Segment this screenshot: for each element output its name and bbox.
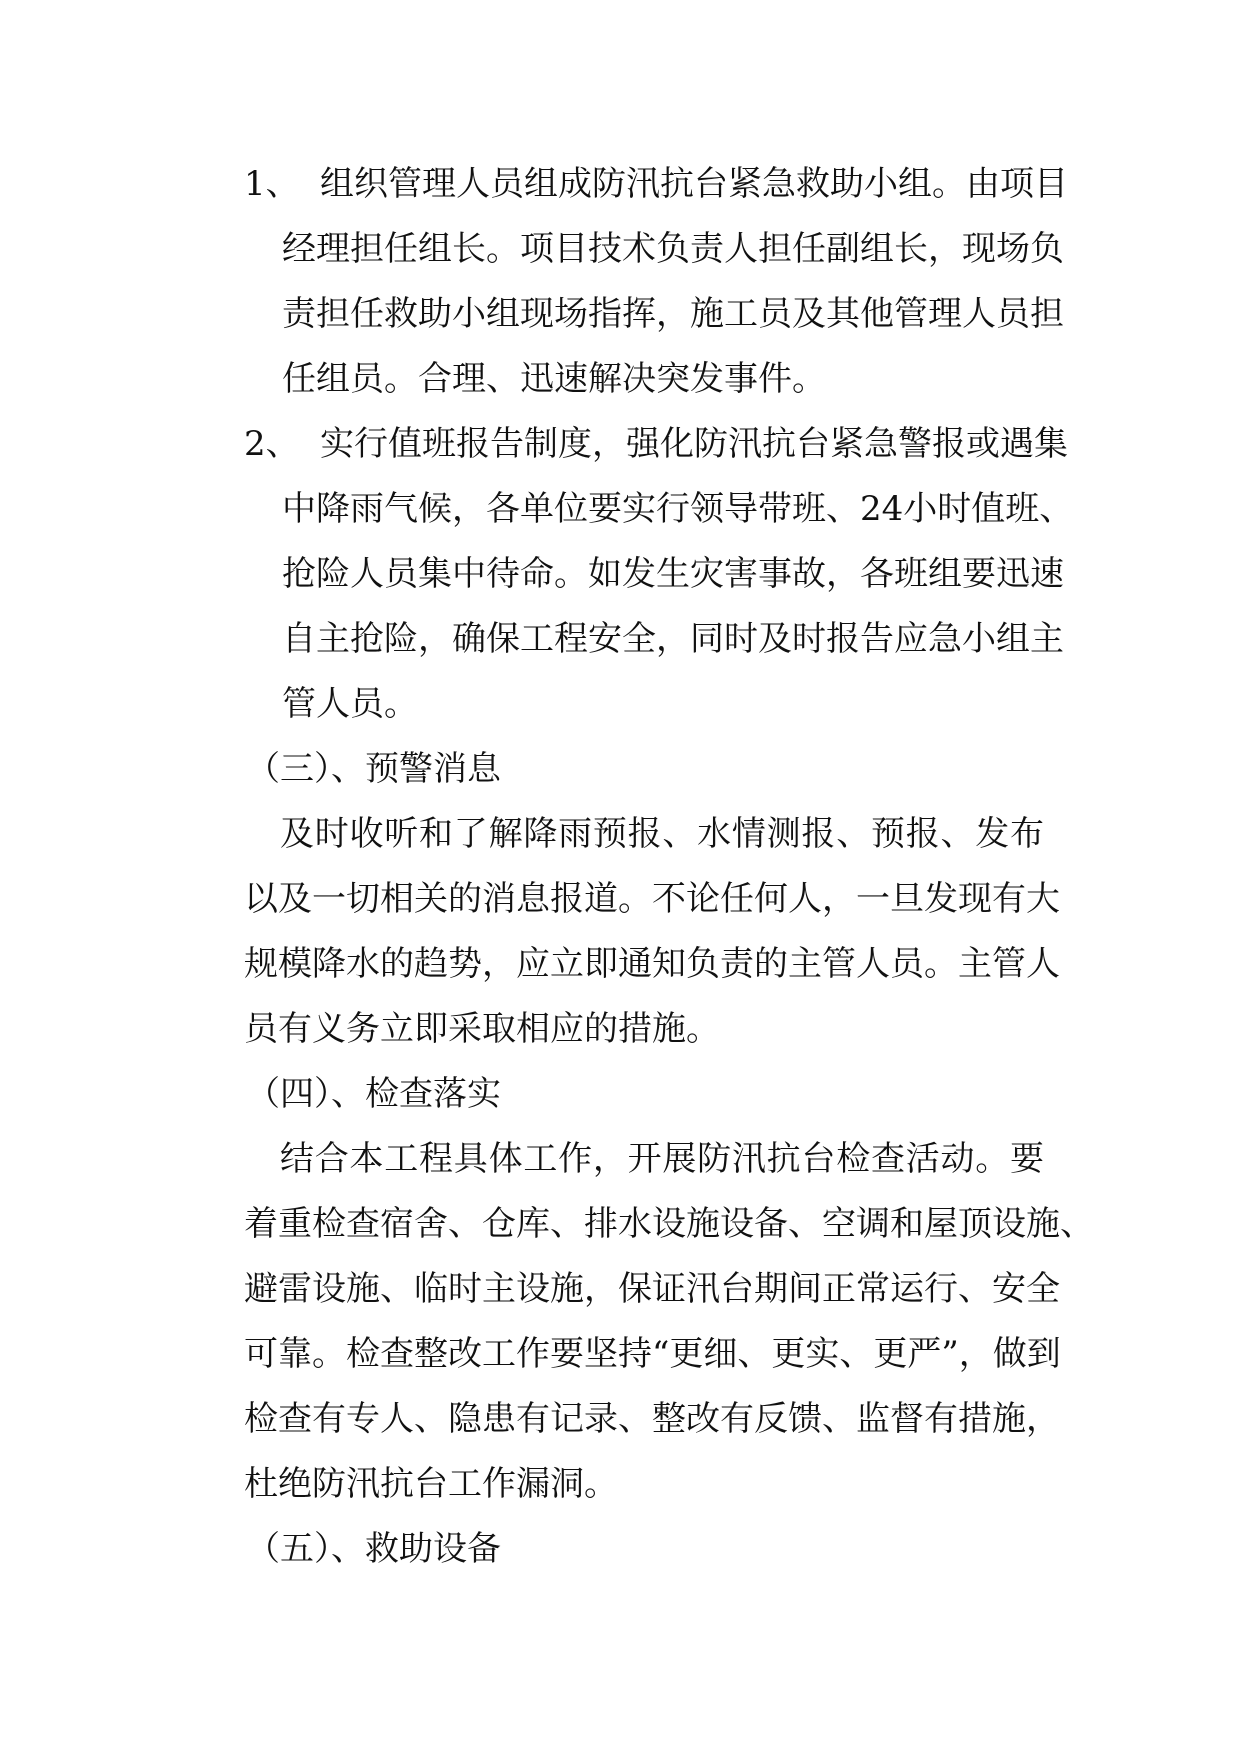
item-1-line-1: 组织管理人员组成防汛抗台紧急救助小组。由项目 [320, 164, 1068, 204]
section-heading: （三）、预警消息 [246, 749, 501, 789]
item-number: 2、 [244, 424, 300, 464]
item-1-line-4: 任组员。合理、迅速解决突发事件。 [282, 359, 826, 399]
item-1-line-2: 经理担任组长。项目技术负责人担任副组长，现场负 [282, 229, 1064, 269]
section-heading: （四）、检查落实 [246, 1074, 501, 1114]
section-4-line-1: 结合本工程具体工作，开展防汛抗台检查活动。要 [280, 1139, 1044, 1179]
section-3-line-1: 及时收听和了解降雨预报、水情测报、预报、发布 [280, 814, 1044, 854]
section-3-line-4: 员有义务立即采取相应的措施。 [244, 1009, 720, 1049]
item-2-line-1: 实行值班报告制度，强化防汛抗台紧急警报或遇集 [320, 424, 1068, 464]
section-4-line-6: 杜绝防汛抗台工作漏洞。 [244, 1464, 618, 1504]
section-4-line-4: 可靠。检查整改工作要坚持“更细、更实、更严”，做到 [244, 1334, 1061, 1374]
section-4-line-2: 着重检查宿舍、仓库、排水设施设备、空调和屋顶设施、 [244, 1204, 1094, 1244]
section-4-line-3: 避雷设施、临时主设施，保证汛台期间正常运行、安全 [244, 1269, 1060, 1309]
item-2-line-2: 中降雨气候，各单位要实行领导带班、24小时值班、 [282, 489, 1074, 529]
item-1-line-3: 责担任救助小组现场指挥，施工员及其他管理人员担 [282, 294, 1064, 334]
item-2-line-5: 管人员。 [282, 684, 418, 724]
section-4-line-5: 检查有专人、隐患有记录、整改有反馈、监督有措施， [244, 1399, 1060, 1439]
section-heading: （五）、救助设备 [246, 1529, 501, 1569]
item-2-line-4: 自主抢险，确保工程安全，同时及时报告应急小组主 [282, 619, 1064, 659]
section-3-line-2: 以及一切相关的消息报道。不论任何人，一旦发现有大 [244, 879, 1060, 919]
section-3-line-3: 规模降水的趋势，应立即通知负责的主管人员。主管人 [244, 944, 1060, 984]
item-2-line-3: 抢险人员集中待命。如发生灾害事故，各班组要迅速 [282, 554, 1064, 594]
item-number: 1、 [244, 164, 300, 204]
